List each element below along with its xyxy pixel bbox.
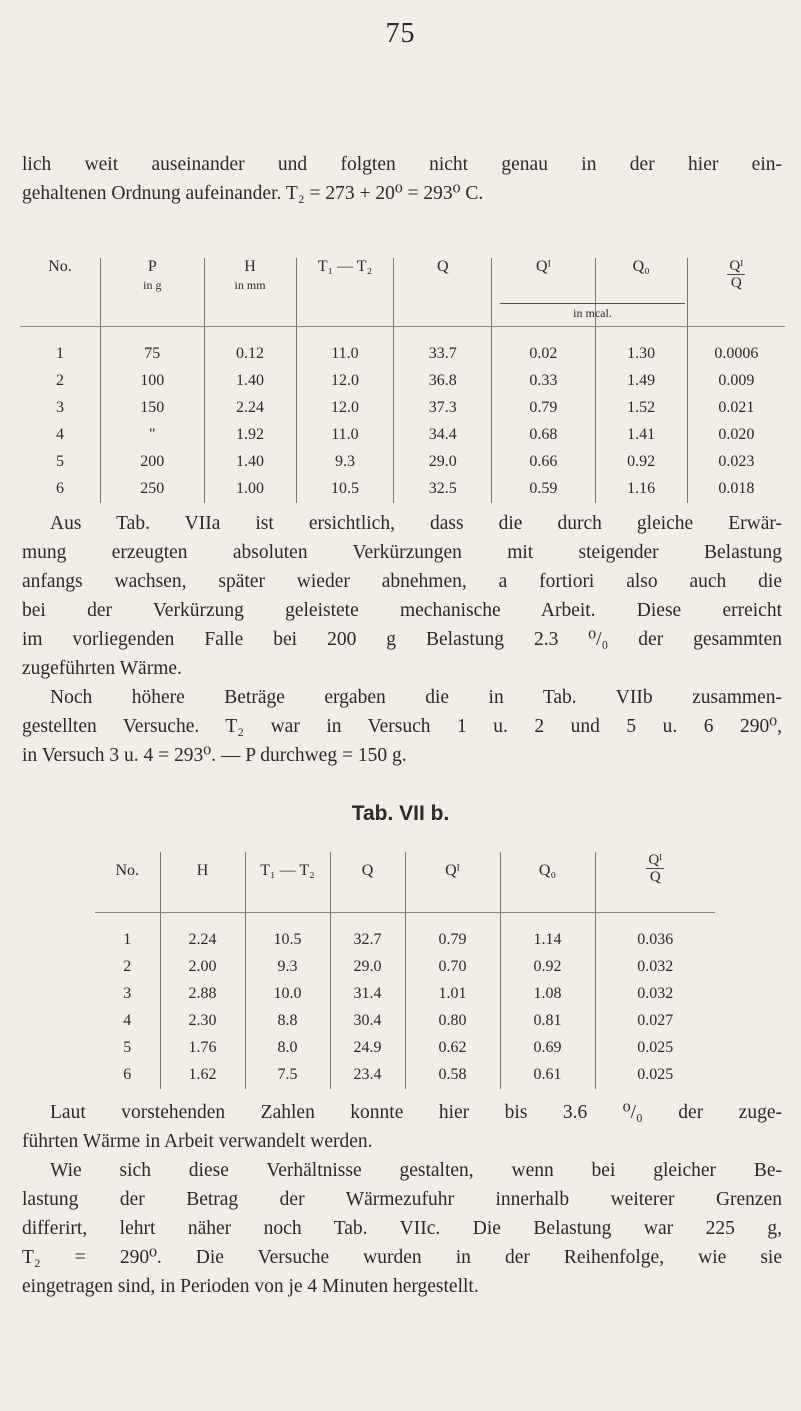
text-line: bei der Verkürzung geleistete mechanische Arbeit. Diese erreicht bbox=[22, 600, 782, 621]
header-ratio bbox=[595, 852, 715, 912]
table-cell: 9.3 bbox=[296, 449, 394, 476]
text-line: gehaltenen Ordnung aufeinander. T₂ = 273 + 20⁰ = 293⁰ C. bbox=[22, 183, 484, 204]
text-line: lastung der Betrag der Wärmezufuhr innerhalb weiterer Grenzen bbox=[22, 1189, 782, 1210]
header-p-label: P bbox=[147, 258, 157, 275]
table-cell: " bbox=[101, 422, 205, 449]
table-cell: 1.49 bbox=[595, 368, 687, 395]
text-line: in Versuch 3 u. 4 = 293⁰. — P durchweg = 150 g. bbox=[22, 745, 407, 766]
table-row bbox=[20, 368, 785, 395]
ratio-numerator: Qᴵ bbox=[648, 852, 663, 868]
table-cell: 9.3 bbox=[245, 954, 330, 981]
table-cell: 1.08 bbox=[500, 981, 595, 1008]
table-vii-a-body bbox=[20, 326, 785, 503]
table-cell: 200 bbox=[101, 449, 205, 476]
table-cell: 32.7 bbox=[330, 912, 405, 954]
header-p-unit: in g bbox=[143, 278, 162, 292]
table-cell: 0.021 bbox=[687, 395, 785, 422]
table-cell: 0.009 bbox=[687, 368, 785, 395]
table-cell: 0.61 bbox=[500, 1062, 595, 1089]
table-cell: 3 bbox=[123, 985, 132, 1002]
table-cell: 1.16 bbox=[595, 476, 687, 503]
table-cell: 0.70 bbox=[405, 954, 500, 981]
table-cell: 0.59 bbox=[492, 476, 596, 503]
header-t-diff: T₁ — T₂ bbox=[245, 852, 330, 912]
text-line: T₂ = 290⁰. Die Versuche wurden in der Reihenfolge, wie sie bbox=[22, 1247, 782, 1268]
table-cell: 0.62 bbox=[405, 1035, 500, 1062]
table-row bbox=[95, 1035, 715, 1062]
table-cell: 29.0 bbox=[330, 954, 405, 981]
ratio-fraction bbox=[646, 852, 664, 885]
table-cell: 0.027 bbox=[595, 1008, 715, 1035]
header-q0: Q₀ bbox=[500, 852, 595, 912]
table-vii-b bbox=[95, 852, 715, 1089]
table-cell: 1.30 bbox=[595, 326, 687, 368]
text-line: mung erzeugten absoluten Verkürzungen mit steigender Belastung bbox=[22, 542, 782, 563]
table-cell: 0.33 bbox=[492, 368, 596, 395]
header-ratio bbox=[687, 258, 785, 326]
header-h-label: H bbox=[244, 258, 256, 275]
table-row bbox=[20, 395, 785, 422]
table-cell: 0.025 bbox=[595, 1035, 715, 1062]
table-cell: 10.5 bbox=[296, 476, 394, 503]
text-line: differirt, lehrt näher noch Tab. VIIc. Die Belastung war 225 g, bbox=[22, 1218, 782, 1239]
table-cell: 2.30 bbox=[160, 1008, 245, 1035]
table-cell: 10.0 bbox=[245, 981, 330, 1008]
table-cell: 0.68 bbox=[492, 422, 596, 449]
table-cell: 2 bbox=[56, 372, 64, 389]
table-cell: 150 bbox=[101, 395, 205, 422]
header-q0: Q₀ bbox=[595, 258, 687, 326]
header-no: No. bbox=[20, 258, 101, 326]
table-cell: 12.0 bbox=[296, 368, 394, 395]
table-cell: 0.036 bbox=[595, 912, 715, 954]
page-number: 75 bbox=[385, 18, 416, 49]
table-cell: 32.5 bbox=[394, 476, 492, 503]
ratio-denominator: Q bbox=[730, 275, 742, 291]
text-line: eingetragen sind, in Perioden von je 4 Minuten hergestellt. bbox=[22, 1276, 479, 1297]
table-cell: 1.40 bbox=[204, 449, 296, 476]
table-row bbox=[95, 981, 715, 1008]
table-cell: 3 bbox=[56, 399, 64, 416]
table-cell: 0.80 bbox=[405, 1008, 500, 1035]
table-row bbox=[95, 954, 715, 981]
table-cell: 33.7 bbox=[394, 326, 492, 368]
table-cell: 1.14 bbox=[500, 912, 595, 954]
table-cell: 1.52 bbox=[595, 395, 687, 422]
table-cell: 2 bbox=[123, 958, 132, 975]
header-no: No. bbox=[95, 852, 160, 912]
table-cell: 6 bbox=[123, 1066, 132, 1083]
paragraph-1 bbox=[22, 509, 782, 683]
table-cell: 0.02 bbox=[492, 326, 596, 368]
text-line: führten Wärme in Arbeit verwandelt werden. bbox=[22, 1131, 373, 1152]
header-h bbox=[204, 258, 296, 326]
table-vii-b-caption: Tab. VII b. bbox=[351, 802, 450, 825]
table-cell: 23.4 bbox=[330, 1062, 405, 1089]
table-row bbox=[20, 449, 785, 476]
header-h-unit: in mm bbox=[234, 278, 266, 292]
text-line: lich weit auseinander und folgten nicht genau in der hier ein- bbox=[22, 154, 782, 175]
table-cell: 0.0006 bbox=[687, 326, 785, 368]
text-line: Laut vorstehenden Zahlen konnte hier bis 3.6 ⁰/₀ der zuge- bbox=[50, 1102, 782, 1123]
table-cell: 0.92 bbox=[595, 449, 687, 476]
table-cell: 1.00 bbox=[204, 476, 296, 503]
table-cell: 5 bbox=[56, 453, 64, 470]
table-cell: 12.0 bbox=[296, 395, 394, 422]
table-row bbox=[20, 422, 785, 449]
table-cell: 2.24 bbox=[204, 395, 296, 422]
paragraph-2 bbox=[22, 683, 782, 770]
table-cell: 8.8 bbox=[245, 1008, 330, 1035]
table-vii-b-body bbox=[95, 912, 715, 1089]
ratio-numerator: Qᴵ bbox=[729, 258, 744, 274]
text-line: anfangs wachsen, später wieder abnehmen, a fortiori also auch die bbox=[22, 571, 782, 592]
table-cell: 7.5 bbox=[245, 1062, 330, 1089]
table-cell: 30.4 bbox=[330, 1008, 405, 1035]
table-cell: 1.92 bbox=[204, 422, 296, 449]
table-vii-a bbox=[20, 258, 785, 503]
text-line: im vorliegenden Falle bei 200 g Belastung 2.3 ⁰/₀ der gesammten bbox=[22, 629, 782, 650]
table-cell: 75 bbox=[101, 326, 205, 368]
ratio-denominator: Q bbox=[649, 869, 661, 885]
table-cell: 8.0 bbox=[245, 1035, 330, 1062]
table-cell: 0.81 bbox=[500, 1008, 595, 1035]
table-cell: 24.9 bbox=[330, 1035, 405, 1062]
table-cell: 10.5 bbox=[245, 912, 330, 954]
header-h: H bbox=[160, 852, 245, 912]
table-cell: 4 bbox=[123, 1012, 132, 1029]
table-cell: 0.023 bbox=[687, 449, 785, 476]
ratio-fraction bbox=[727, 258, 745, 291]
header-q1: Qᴵ bbox=[405, 852, 500, 912]
header-q: Q bbox=[330, 852, 405, 912]
header-q: Q bbox=[394, 258, 492, 326]
table-row bbox=[20, 476, 785, 503]
table-cell: 2.24 bbox=[160, 912, 245, 954]
table-cell: 6 bbox=[56, 480, 64, 497]
paragraph-3 bbox=[22, 1098, 782, 1156]
table-cell: 31.4 bbox=[330, 981, 405, 1008]
text-line: Wie sich diese Verhältnisse gestalten, wenn bei gleicher Be- bbox=[50, 1160, 782, 1181]
table-cell: 1.76 bbox=[160, 1035, 245, 1062]
text-line: Noch höhere Beträge ergaben die in Tab. VIIb zusammen- bbox=[50, 687, 782, 708]
intro-paragraph bbox=[22, 150, 782, 208]
table-cell: 11.0 bbox=[296, 422, 394, 449]
table-cell: 34.4 bbox=[394, 422, 492, 449]
table-cell: 37.3 bbox=[394, 395, 492, 422]
header-p bbox=[101, 258, 205, 326]
table-cell: 0.12 bbox=[204, 326, 296, 368]
table-cell: 0.020 bbox=[687, 422, 785, 449]
table-cell: 1.40 bbox=[204, 368, 296, 395]
text-line: zugeführten Wärme. bbox=[22, 658, 182, 679]
table-cell: 29.0 bbox=[394, 449, 492, 476]
table-cell: 0.79 bbox=[405, 912, 500, 954]
table-cell: 5 bbox=[123, 1039, 132, 1056]
table-cell: 1.62 bbox=[160, 1062, 245, 1089]
text-line: Aus Tab. VIIa ist ersichtlich, dass die durch gleiche Erwär- bbox=[50, 513, 782, 534]
table-cell: 0.69 bbox=[500, 1035, 595, 1062]
table-cell: 0.79 bbox=[492, 395, 596, 422]
table-row bbox=[95, 1062, 715, 1089]
table-cell: 0.025 bbox=[595, 1062, 715, 1089]
text-line: gestellten Versuche. T₂ war in Versuch 1 u. 2 und 5 u. 6 290⁰, bbox=[22, 716, 782, 737]
table-cell: 0.58 bbox=[405, 1062, 500, 1089]
table-cell: 0.92 bbox=[500, 954, 595, 981]
table-cell: 2.00 bbox=[160, 954, 245, 981]
table-cell: 11.0 bbox=[296, 326, 394, 368]
table-cell: 100 bbox=[101, 368, 205, 395]
table-cell: 0.66 bbox=[492, 449, 596, 476]
table-row bbox=[95, 912, 715, 954]
table-row bbox=[95, 1008, 715, 1035]
table-cell: 0.032 bbox=[595, 954, 715, 981]
table-cell: 36.8 bbox=[394, 368, 492, 395]
header-q1: Qᴵ bbox=[492, 258, 596, 326]
mcal-unit-label: in mcal. bbox=[500, 303, 685, 321]
table-row bbox=[20, 326, 785, 368]
table-cell: 1 bbox=[123, 931, 132, 948]
table-cell: 4 bbox=[56, 426, 64, 443]
table-cell: 0.018 bbox=[687, 476, 785, 503]
header-t-diff: T₁ — T₂ bbox=[296, 258, 394, 326]
paragraph-4 bbox=[22, 1156, 782, 1301]
table-cell: 2.88 bbox=[160, 981, 245, 1008]
table-cell: 250 bbox=[101, 476, 205, 503]
table-cell: 0.032 bbox=[595, 981, 715, 1008]
table-cell: 1.01 bbox=[405, 981, 500, 1008]
table-cell: 1.41 bbox=[595, 422, 687, 449]
table-cell: 1 bbox=[56, 345, 64, 362]
